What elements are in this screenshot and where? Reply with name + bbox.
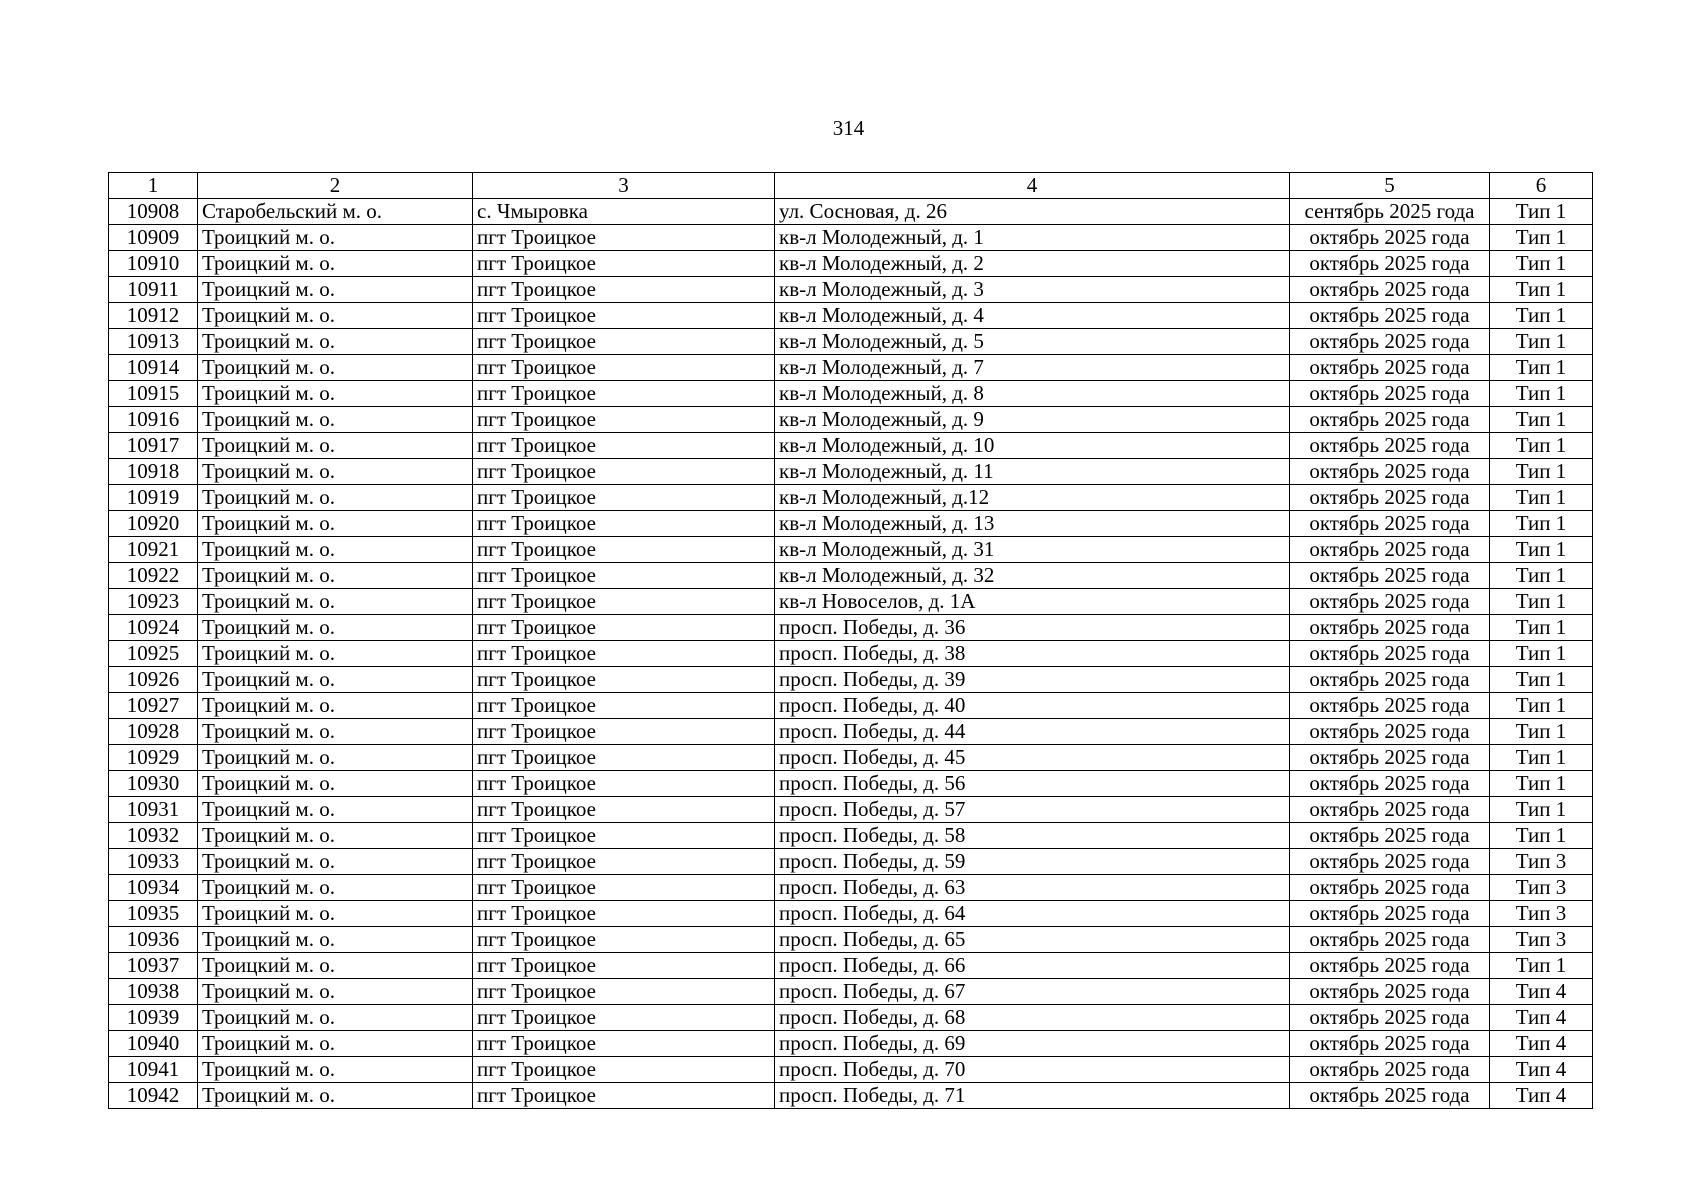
settlement-cell: пгт Троицкое bbox=[473, 1057, 775, 1083]
address-cell: просп. Победы, д. 40 bbox=[775, 693, 1290, 719]
date-cell: октябрь 2025 года bbox=[1290, 927, 1490, 953]
row-number-cell: 10935 bbox=[109, 901, 198, 927]
row-number-cell: 10912 bbox=[109, 303, 198, 329]
date-cell: октябрь 2025 года bbox=[1290, 589, 1490, 615]
address-cell: просп. Победы, д. 69 bbox=[775, 1031, 1290, 1057]
municipal-district-cell: Троицкий м. о. bbox=[198, 303, 473, 329]
table-row bbox=[109, 771, 1593, 797]
municipal-district-cell: Троицкий м. о. bbox=[198, 381, 473, 407]
settlement-cell: пгт Троицкое bbox=[473, 771, 775, 797]
municipal-district-cell: Троицкий м. о. bbox=[198, 277, 473, 303]
date-cell: октябрь 2025 года bbox=[1290, 823, 1490, 849]
table-row bbox=[109, 1083, 1593, 1109]
row-number-cell: 10921 bbox=[109, 537, 198, 563]
table-row bbox=[109, 693, 1593, 719]
municipal-district-cell: Троицкий м. о. bbox=[198, 537, 473, 563]
municipal-district-cell: Троицкий м. о. bbox=[198, 563, 473, 589]
date-cell: октябрь 2025 года bbox=[1290, 563, 1490, 589]
table-row bbox=[109, 277, 1593, 303]
row-number-cell: 10915 bbox=[109, 381, 198, 407]
date-cell: сентябрь 2025 года bbox=[1290, 199, 1490, 225]
type-cell: Тип 1 bbox=[1490, 615, 1593, 641]
type-cell: Тип 1 bbox=[1490, 771, 1593, 797]
column-header-5: 5 bbox=[1290, 173, 1490, 199]
column-header-1: 1 bbox=[109, 173, 198, 199]
municipal-district-cell: Троицкий м. о. bbox=[198, 355, 473, 381]
table-row bbox=[109, 225, 1593, 251]
table-row bbox=[109, 875, 1593, 901]
table-header bbox=[109, 173, 1593, 199]
address-cell: просп. Победы, д. 67 bbox=[775, 979, 1290, 1005]
date-cell: октябрь 2025 года bbox=[1290, 693, 1490, 719]
type-cell: Тип 1 bbox=[1490, 459, 1593, 485]
row-number-cell: 10936 bbox=[109, 927, 198, 953]
address-cell: просп. Победы, д. 66 bbox=[775, 953, 1290, 979]
municipal-district-cell: Троицкий м. о. bbox=[198, 901, 473, 927]
type-cell: Тип 1 bbox=[1490, 355, 1593, 381]
page-number: 314 bbox=[832, 116, 865, 140]
row-number-cell: 10942 bbox=[109, 1083, 198, 1109]
settlement-cell: пгт Троицкое bbox=[473, 459, 775, 485]
type-cell: Тип 1 bbox=[1490, 563, 1593, 589]
municipal-district-cell: Троицкий м. о. bbox=[198, 459, 473, 485]
type-cell: Тип 1 bbox=[1490, 199, 1593, 225]
settlement-cell: пгт Троицкое bbox=[473, 953, 775, 979]
settlement-cell: пгт Троицкое bbox=[473, 537, 775, 563]
header-row bbox=[109, 173, 1593, 199]
table-row bbox=[109, 407, 1593, 433]
row-number-cell: 10925 bbox=[109, 641, 198, 667]
date-cell: октябрь 2025 года bbox=[1290, 225, 1490, 251]
type-cell: Тип 1 bbox=[1490, 381, 1593, 407]
address-cell: просп. Победы, д. 57 bbox=[775, 797, 1290, 823]
address-cell: кв-л Молодежный, д. 3 bbox=[775, 277, 1290, 303]
address-cell: кв-л Молодежный, д. 31 bbox=[775, 537, 1290, 563]
row-number-cell: 10929 bbox=[109, 745, 198, 771]
table-row bbox=[109, 303, 1593, 329]
table-row bbox=[109, 797, 1593, 823]
row-number-cell: 10927 bbox=[109, 693, 198, 719]
type-cell: Тип 3 bbox=[1490, 927, 1593, 953]
municipal-district-cell: Троицкий м. о. bbox=[198, 771, 473, 797]
settlement-cell: пгт Троицкое bbox=[473, 693, 775, 719]
settlement-cell: пгт Троицкое bbox=[473, 251, 775, 277]
address-cell: кв-л Молодежный, д. 13 bbox=[775, 511, 1290, 537]
address-cell: кв-л Молодежный, д. 5 bbox=[775, 329, 1290, 355]
settlement-cell: пгт Троицкое bbox=[473, 277, 775, 303]
row-number-cell: 10914 bbox=[109, 355, 198, 381]
settlement-cell: пгт Троицкое bbox=[473, 511, 775, 537]
row-number-cell: 10940 bbox=[109, 1031, 198, 1057]
type-cell: Тип 1 bbox=[1490, 277, 1593, 303]
table-row bbox=[109, 953, 1593, 979]
table-row bbox=[109, 745, 1593, 771]
row-number-cell: 10939 bbox=[109, 1005, 198, 1031]
date-cell: октябрь 2025 года bbox=[1290, 719, 1490, 745]
municipal-district-cell: Троицкий м. о. bbox=[198, 1005, 473, 1031]
table-row bbox=[109, 329, 1593, 355]
type-cell: Тип 1 bbox=[1490, 667, 1593, 693]
table-row bbox=[109, 563, 1593, 589]
row-number-cell: 10930 bbox=[109, 771, 198, 797]
table-row bbox=[109, 537, 1593, 563]
settlement-cell: пгт Троицкое bbox=[473, 615, 775, 641]
address-cell: кв-л Молодежный, д. 32 bbox=[775, 563, 1290, 589]
municipal-district-cell: Троицкий м. о. bbox=[198, 979, 473, 1005]
type-cell: Тип 1 bbox=[1490, 797, 1593, 823]
type-cell: Тип 4 bbox=[1490, 1057, 1593, 1083]
municipal-district-cell: Троицкий м. о. bbox=[198, 225, 473, 251]
settlement-cell: пгт Троицкое bbox=[473, 849, 775, 875]
address-cell: кв-л Молодежный, д. 11 bbox=[775, 459, 1290, 485]
type-cell: Тип 3 bbox=[1490, 901, 1593, 927]
municipal-district-cell: Троицкий м. о. bbox=[198, 251, 473, 277]
municipal-district-cell: Троицкий м. о. bbox=[198, 953, 473, 979]
row-number-cell: 10916 bbox=[109, 407, 198, 433]
column-header-2: 2 bbox=[198, 173, 473, 199]
settlement-cell: пгт Троицкое bbox=[473, 641, 775, 667]
municipal-district-cell: Троицкий м. о. bbox=[198, 433, 473, 459]
table-row bbox=[109, 199, 1593, 225]
date-cell: октябрь 2025 года bbox=[1290, 1005, 1490, 1031]
address-cell: просп. Победы, д. 38 bbox=[775, 641, 1290, 667]
row-number-cell: 10913 bbox=[109, 329, 198, 355]
row-number-cell: 10911 bbox=[109, 277, 198, 303]
address-cell: кв-л Молодежный, д. 8 bbox=[775, 381, 1290, 407]
type-cell: Тип 1 bbox=[1490, 251, 1593, 277]
settlement-cell: пгт Троицкое bbox=[473, 303, 775, 329]
table-row bbox=[109, 615, 1593, 641]
date-cell: октябрь 2025 года bbox=[1290, 1083, 1490, 1109]
type-cell: Тип 1 bbox=[1490, 745, 1593, 771]
address-cell: просп. Победы, д. 59 bbox=[775, 849, 1290, 875]
settlement-cell: пгт Троицкое bbox=[473, 927, 775, 953]
municipal-district-cell: Троицкий м. о. bbox=[198, 511, 473, 537]
data-table bbox=[108, 172, 1593, 1109]
type-cell: Тип 1 bbox=[1490, 719, 1593, 745]
address-cell: кв-л Молодежный, д.12 bbox=[775, 485, 1290, 511]
date-cell: октябрь 2025 года bbox=[1290, 511, 1490, 537]
table-row bbox=[109, 251, 1593, 277]
date-cell: октябрь 2025 года bbox=[1290, 381, 1490, 407]
address-cell: просп. Победы, д. 58 bbox=[775, 823, 1290, 849]
date-cell: октябрь 2025 года bbox=[1290, 771, 1490, 797]
settlement-cell: пгт Троицкое bbox=[473, 433, 775, 459]
table-row bbox=[109, 667, 1593, 693]
date-cell: октябрь 2025 года bbox=[1290, 329, 1490, 355]
date-cell: октябрь 2025 года bbox=[1290, 849, 1490, 875]
type-cell: Тип 4 bbox=[1490, 979, 1593, 1005]
type-cell: Тип 4 bbox=[1490, 1005, 1593, 1031]
address-cell: просп. Победы, д. 63 bbox=[775, 875, 1290, 901]
table-row bbox=[109, 355, 1593, 381]
settlement-cell: пгт Троицкое bbox=[473, 225, 775, 251]
municipal-district-cell: Троицкий м. о. bbox=[198, 745, 473, 771]
settlement-cell: пгт Троицкое bbox=[473, 1005, 775, 1031]
date-cell: октябрь 2025 года bbox=[1290, 953, 1490, 979]
address-cell: просп. Победы, д. 36 bbox=[775, 615, 1290, 641]
row-number-cell: 10920 bbox=[109, 511, 198, 537]
row-number-cell: 10909 bbox=[109, 225, 198, 251]
type-cell: Тип 1 bbox=[1490, 407, 1593, 433]
date-cell: октябрь 2025 года bbox=[1290, 303, 1490, 329]
table-row bbox=[109, 511, 1593, 537]
address-cell: просп. Победы, д. 65 bbox=[775, 927, 1290, 953]
settlement-cell: пгт Троицкое bbox=[473, 1083, 775, 1109]
type-cell: Тип 1 bbox=[1490, 537, 1593, 563]
date-cell: октябрь 2025 года bbox=[1290, 1031, 1490, 1057]
address-cell: просп. Победы, д. 71 bbox=[775, 1083, 1290, 1109]
municipal-district-cell: Троицкий м. о. bbox=[198, 641, 473, 667]
municipal-district-cell: Троицкий м. о. bbox=[198, 1057, 473, 1083]
municipal-district-cell: Троицкий м. о. bbox=[198, 693, 473, 719]
municipal-district-cell: Троицкий м. о. bbox=[198, 823, 473, 849]
date-cell: октябрь 2025 года bbox=[1290, 485, 1490, 511]
type-cell: Тип 4 bbox=[1490, 1031, 1593, 1057]
table-row bbox=[109, 641, 1593, 667]
settlement-cell: пгт Троицкое bbox=[473, 589, 775, 615]
table-row bbox=[109, 589, 1593, 615]
settlement-cell: пгт Троицкое bbox=[473, 329, 775, 355]
type-cell: Тип 1 bbox=[1490, 303, 1593, 329]
address-cell: кв-л Молодежный, д. 10 bbox=[775, 433, 1290, 459]
row-number-cell: 10919 bbox=[109, 485, 198, 511]
municipal-district-cell: Троицкий м. о. bbox=[198, 615, 473, 641]
address-cell: кв-л Молодежный, д. 1 bbox=[775, 225, 1290, 251]
row-number-cell: 10938 bbox=[109, 979, 198, 1005]
address-cell: просп. Победы, д. 64 bbox=[775, 901, 1290, 927]
settlement-cell: пгт Троицкое bbox=[473, 745, 775, 771]
type-cell: Тип 1 bbox=[1490, 485, 1593, 511]
row-number-cell: 10931 bbox=[109, 797, 198, 823]
address-cell: кв-л Молодежный, д. 2 bbox=[775, 251, 1290, 277]
settlement-cell: пгт Троицкое bbox=[473, 381, 775, 407]
type-cell: Тип 1 bbox=[1490, 953, 1593, 979]
address-cell: просп. Победы, д. 44 bbox=[775, 719, 1290, 745]
table-row bbox=[109, 849, 1593, 875]
table-row bbox=[109, 1005, 1593, 1031]
type-cell: Тип 1 bbox=[1490, 511, 1593, 537]
address-cell: просп. Победы, д. 56 bbox=[775, 771, 1290, 797]
settlement-cell: пгт Троицкое bbox=[473, 667, 775, 693]
date-cell: октябрь 2025 года bbox=[1290, 901, 1490, 927]
table-body bbox=[109, 199, 1593, 1109]
table-row bbox=[109, 459, 1593, 485]
settlement-cell: пгт Троицкое bbox=[473, 901, 775, 927]
column-header-4: 4 bbox=[775, 173, 1290, 199]
table-row bbox=[109, 979, 1593, 1005]
settlement-cell: пгт Троицкое bbox=[473, 407, 775, 433]
date-cell: октябрь 2025 года bbox=[1290, 797, 1490, 823]
type-cell: Тип 1 bbox=[1490, 589, 1593, 615]
date-cell: октябрь 2025 года bbox=[1290, 251, 1490, 277]
address-cell: кв-л Молодежный, д. 4 bbox=[775, 303, 1290, 329]
address-cell: просп. Победы, д. 39 bbox=[775, 667, 1290, 693]
settlement-cell: пгт Троицкое bbox=[473, 1031, 775, 1057]
type-cell: Тип 1 bbox=[1490, 823, 1593, 849]
date-cell: октябрь 2025 года bbox=[1290, 641, 1490, 667]
date-cell: октябрь 2025 года bbox=[1290, 407, 1490, 433]
row-number-cell: 10910 bbox=[109, 251, 198, 277]
address-cell: просп. Победы, д. 68 bbox=[775, 1005, 1290, 1031]
address-cell: просп. Победы, д. 70 bbox=[775, 1057, 1290, 1083]
date-cell: октябрь 2025 года bbox=[1290, 745, 1490, 771]
type-cell: Тип 4 bbox=[1490, 1083, 1593, 1109]
settlement-cell: пгт Троицкое bbox=[473, 797, 775, 823]
date-cell: октябрь 2025 года bbox=[1290, 615, 1490, 641]
address-cell: кв-л Молодежный, д. 7 bbox=[775, 355, 1290, 381]
row-number-cell: 10934 bbox=[109, 875, 198, 901]
column-header-6: 6 bbox=[1490, 173, 1593, 199]
address-cell: кв-л Молодежный, д. 9 bbox=[775, 407, 1290, 433]
row-number-cell: 10924 bbox=[109, 615, 198, 641]
table-row bbox=[109, 927, 1593, 953]
row-number-cell: 10941 bbox=[109, 1057, 198, 1083]
table-row bbox=[109, 901, 1593, 927]
table-row bbox=[109, 823, 1593, 849]
address-cell: ул. Сосновая, д. 26 bbox=[775, 199, 1290, 225]
row-number-cell: 10928 bbox=[109, 719, 198, 745]
address-cell: кв-л Новоселов, д. 1А bbox=[775, 589, 1290, 615]
address-cell: просп. Победы, д. 45 bbox=[775, 745, 1290, 771]
type-cell: Тип 1 bbox=[1490, 693, 1593, 719]
municipal-district-cell: Троицкий м. о. bbox=[198, 589, 473, 615]
row-number-cell: 10932 bbox=[109, 823, 198, 849]
type-cell: Тип 3 bbox=[1490, 849, 1593, 875]
date-cell: октябрь 2025 года bbox=[1290, 667, 1490, 693]
settlement-cell: пгт Троицкое bbox=[473, 719, 775, 745]
municipal-district-cell: Троицкий м. о. bbox=[198, 485, 473, 511]
settlement-cell: пгт Троицкое bbox=[473, 875, 775, 901]
date-cell: октябрь 2025 года bbox=[1290, 875, 1490, 901]
settlement-cell: пгт Троицкое bbox=[473, 979, 775, 1005]
row-number-cell: 10923 bbox=[109, 589, 198, 615]
type-cell: Тип 1 bbox=[1490, 225, 1593, 251]
table-row bbox=[109, 485, 1593, 511]
municipal-district-cell: Троицкий м. о. bbox=[198, 875, 473, 901]
row-number-cell: 10918 bbox=[109, 459, 198, 485]
column-header-3: 3 bbox=[473, 173, 775, 199]
table-row bbox=[109, 719, 1593, 745]
municipal-district-cell: Старобельский м. о. bbox=[198, 199, 473, 225]
date-cell: октябрь 2025 года bbox=[1290, 433, 1490, 459]
row-number-cell: 10933 bbox=[109, 849, 198, 875]
settlement-cell: с. Чмыровка bbox=[473, 199, 775, 225]
date-cell: октябрь 2025 года bbox=[1290, 537, 1490, 563]
type-cell: Тип 1 bbox=[1490, 641, 1593, 667]
type-cell: Тип 1 bbox=[1490, 433, 1593, 459]
date-cell: октябрь 2025 года bbox=[1290, 277, 1490, 303]
table-row bbox=[109, 1031, 1593, 1057]
date-cell: октябрь 2025 года bbox=[1290, 1057, 1490, 1083]
table-row bbox=[109, 433, 1593, 459]
date-cell: октябрь 2025 года bbox=[1290, 355, 1490, 381]
municipal-district-cell: Троицкий м. о. bbox=[198, 1083, 473, 1109]
municipal-district-cell: Троицкий м. о. bbox=[198, 329, 473, 355]
row-number-cell: 10908 bbox=[109, 199, 198, 225]
settlement-cell: пгт Троицкое bbox=[473, 485, 775, 511]
table-row bbox=[109, 1057, 1593, 1083]
municipal-district-cell: Троицкий м. о. bbox=[198, 797, 473, 823]
row-number-cell: 10937 bbox=[109, 953, 198, 979]
row-number-cell: 10926 bbox=[109, 667, 198, 693]
type-cell: Тип 3 bbox=[1490, 875, 1593, 901]
municipal-district-cell: Троицкий м. о. bbox=[198, 1031, 473, 1057]
settlement-cell: пгт Троицкое bbox=[473, 355, 775, 381]
date-cell: октябрь 2025 года bbox=[1290, 459, 1490, 485]
date-cell: октябрь 2025 года bbox=[1290, 979, 1490, 1005]
settlement-cell: пгт Троицкое bbox=[473, 823, 775, 849]
settlement-cell: пгт Троицкое bbox=[473, 563, 775, 589]
municipal-district-cell: Троицкий м. о. bbox=[198, 667, 473, 693]
row-number-cell: 10922 bbox=[109, 563, 198, 589]
municipal-district-cell: Троицкий м. о. bbox=[198, 407, 473, 433]
type-cell: Тип 1 bbox=[1490, 329, 1593, 355]
municipal-district-cell: Троицкий м. о. bbox=[198, 849, 473, 875]
row-number-cell: 10917 bbox=[109, 433, 198, 459]
municipal-district-cell: Троицкий м. о. bbox=[198, 719, 473, 745]
municipal-district-cell: Троицкий м. о. bbox=[198, 927, 473, 953]
table-row bbox=[109, 381, 1593, 407]
